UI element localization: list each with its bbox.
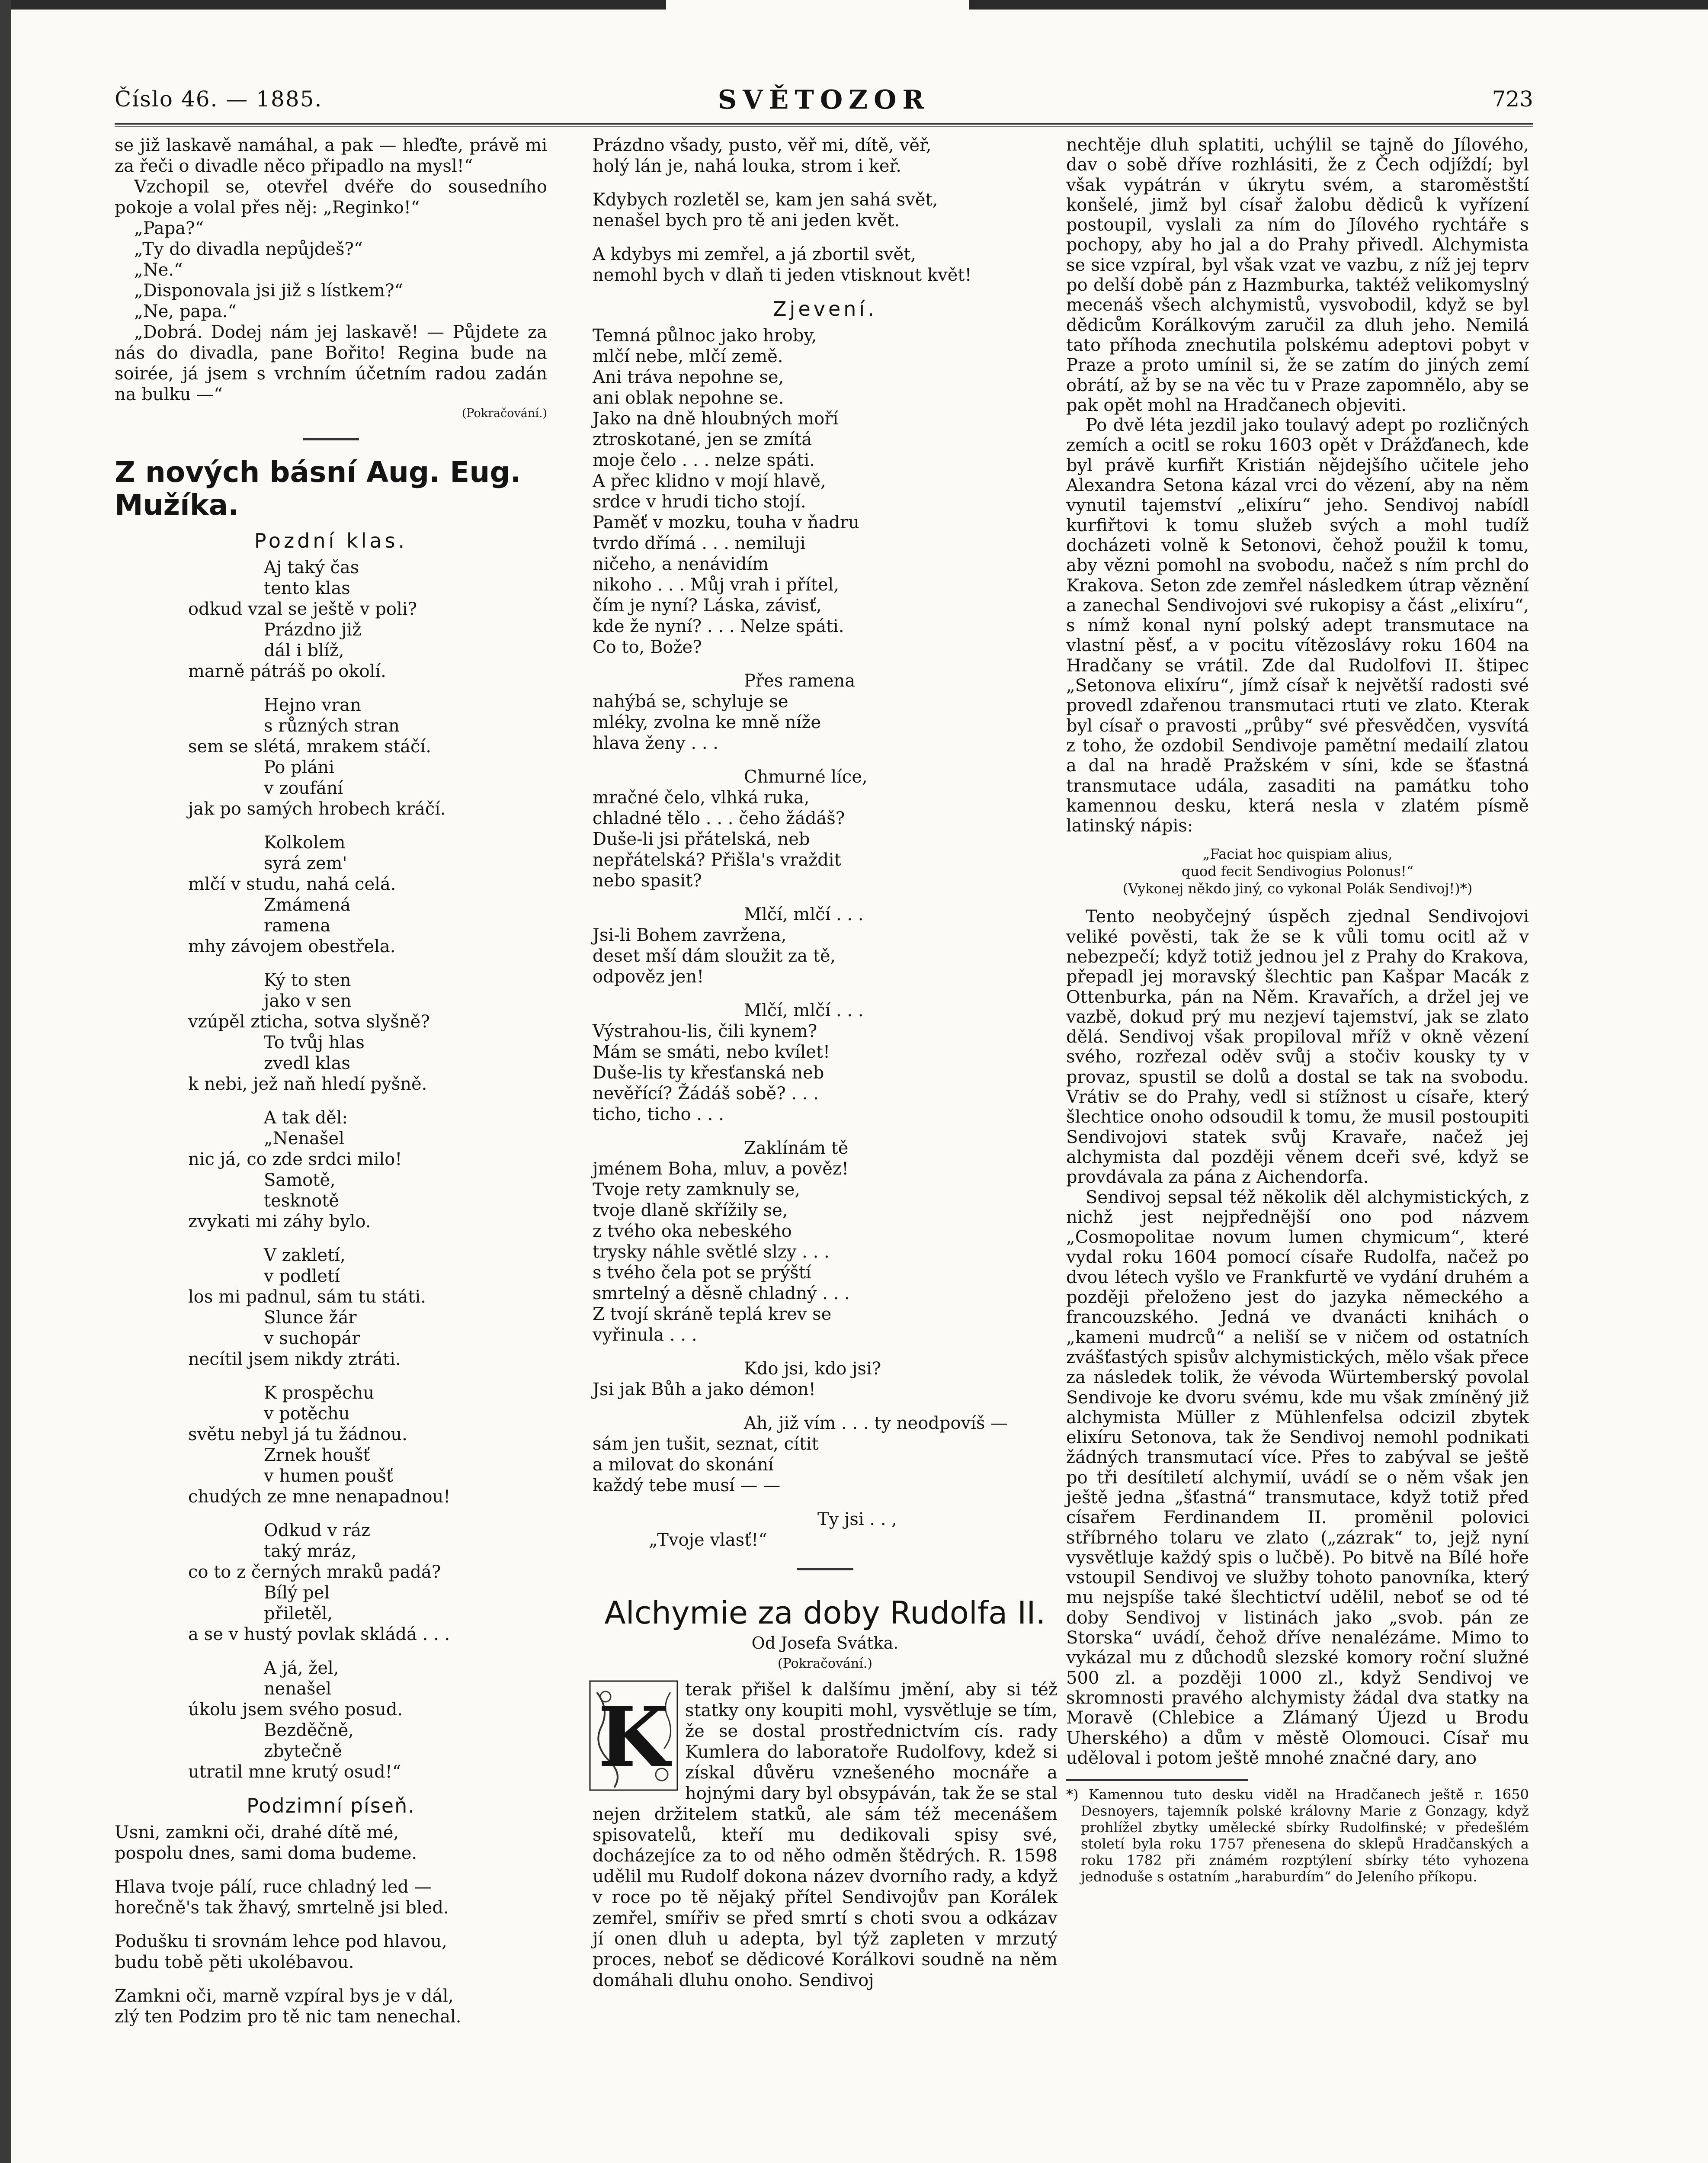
verse-line: Ah, již vím . . . ty neodpovíš —: [744, 1413, 1008, 1433]
verse-line: nenašel bych pro tě ani jeden květ.: [593, 211, 900, 231]
stanza: [115, 695, 547, 819]
story-line: „Ne, papa.“: [134, 302, 237, 321]
verse-line: Zamkni oči, marně vzpíral bys je v dál,: [115, 1986, 454, 2006]
scan-left-edge: [0, 0, 11, 2163]
verse-line: Tvoje rety zamknuly se,: [593, 1180, 800, 1200]
stanza: [593, 1413, 1057, 1496]
verse-line: Co to, Bože?: [593, 637, 702, 657]
stanza: [115, 1107, 547, 1232]
verse-line: Zaklínám tě: [744, 1138, 849, 1158]
verse-line: horečně's tak žhavý, smrtelně jsi bled.: [115, 1898, 449, 1918]
verse-line: Mlčí, mlčí . . .: [744, 905, 864, 924]
verse-line: zbytečně: [264, 1741, 342, 1761]
verse-line: sem se slétá, mrakem stáčí.: [188, 737, 431, 757]
verse-line: A tak děl:: [264, 1108, 348, 1128]
stanza: [593, 767, 1057, 891]
verse-line: necítil jsem nikdy ztráti.: [188, 1349, 401, 1369]
verse-line: odkud vzal se ještě v poli?: [188, 599, 417, 619]
verse-line: V zakletí,: [264, 1245, 346, 1265]
story-line: „Ty do divadla nepůjdeš?“: [134, 239, 363, 259]
verse-line: Kolkolem: [264, 833, 346, 853]
verse-line: Paměť v mozku, touha v ňadru: [593, 513, 859, 533]
verse-line: Ty jsi . . ,: [817, 1509, 897, 1529]
verse-line: zlý ten Podzim pro tě nic tam nenechal.: [115, 2007, 461, 2027]
verse-line: Přes ramena: [744, 671, 856, 691]
stanza: [115, 1931, 547, 1973]
verse-line: jak po samých hrobech kráčí.: [188, 799, 446, 819]
section-title: Z nových básní Aug. Eug. Mužíka.: [115, 456, 521, 522]
verse-line: Ký to sten: [264, 970, 351, 990]
verse-line: Prázdno všady, pusto, věř mi, dítě, věř,: [593, 135, 932, 155]
verse-line: Temná půlnoc jako hroby,: [593, 326, 817, 346]
verse-line: nahýbá se, schyluje se: [593, 692, 788, 712]
verse-line: mlčí nebe, mlčí země.: [593, 347, 783, 366]
verse-line: moje čelo . . . nelze spáti.: [593, 450, 815, 470]
verse-line: utratil mne krutý osud!“: [188, 1762, 401, 1782]
verse-line: s různých stran: [264, 716, 400, 736]
verse-line: dál i blíž,: [264, 641, 344, 661]
verse-line: trysky náhle světlé slzy . . .: [593, 1242, 830, 1262]
stanza: [115, 1822, 547, 1864]
verse-line: To tvůj hlas: [264, 1033, 365, 1053]
inscription-line: quod fecit Sendivogius Polonus!“: [1181, 863, 1414, 880]
verse-line: tvrdo dřímá . . . nemiluji: [593, 533, 806, 553]
stanza: [115, 1245, 547, 1370]
verse-line: a milovat do skonání: [593, 1455, 774, 1475]
verse-line: z tvého oka nebeského: [593, 1221, 792, 1241]
verse-line: ticho, ticho . . .: [593, 1104, 724, 1124]
stanza: [593, 1358, 1057, 1400]
poem-title: Pozdní klas.: [254, 529, 408, 552]
header-rule-thin: [115, 126, 1533, 127]
verse-line: Zrnek houšť: [264, 1445, 370, 1465]
verse-line: Hlava tvoje pálí, ruce chladný led —: [115, 1877, 432, 1897]
verse-line: mléky, zvolna ke mně níže: [593, 712, 821, 732]
stanza: [115, 1986, 547, 2027]
verse-line: a se v hustý povlak skládá . . .: [188, 1624, 450, 1644]
verse-line: v suchopár: [264, 1329, 360, 1348]
verse-line: tento klas: [264, 578, 350, 598]
verse-line: chudých ze mne nenapadnou!: [188, 1487, 451, 1507]
verse-line: los mi padnul, sám tu státi.: [188, 1287, 426, 1307]
story-line: „Disponovala jsi již s lístkem?“: [134, 281, 404, 301]
poem-podzimni-pisen: [115, 1822, 547, 2027]
latin-inscription: [1066, 845, 1529, 897]
verse-line: „Nenašel: [264, 1129, 344, 1149]
story-line: Vzchopil se, otevřel dvéře do sousedního pokoje a volal přes něj: „Reginko!“: [115, 177, 547, 218]
verse-line: ničeho, a nenávidím: [593, 554, 769, 574]
section-divider: [303, 438, 359, 440]
article-text: terak přišel k dalšímu jmění, aby si též statky ony koupiti mohl, vysvětluje se tím, že se dostal prostřednictvím cís. rady Kumlera do laboratoře Rudolfovy, kdež si získal důvěru vznešeného mocnáře a hojnými dary byl obsypáván, tak že se stal nejen držitelem statků, ale sám též mecenášem spisovatelů, kteří mu dedikovali spisy své, docházejíce za to od něho odměn štědrých. R. 1598 udělil mu Rudolf dokona název dvorního rady, a když v roce po tě nějaký přítel Sendivojův pan Korálek zemřel, smířiv se před smrtí s choti svou a odkázav jí onen dluh u adepta, byl týž zapleten v mrzutý proces, neboť se dědicové Korálkovi soudně na něm domáhali dluhu onoho. Sendivoj: [593, 1680, 1057, 1990]
story-line: „Ne.“: [134, 260, 183, 280]
verse-line: holý lán je, nahá louka, strom i keř.: [593, 156, 901, 176]
verse-line: Duše-lis ty křesťanská neb: [593, 1063, 824, 1083]
continued-note: (Pokračování.): [778, 1656, 872, 1671]
stanza: [115, 832, 547, 957]
verse-line: kde že nyní? . . . Nelze spáti.: [593, 616, 844, 636]
verse-line: Mám se smáti, nebo kvílet!: [593, 1042, 830, 1062]
verse-line: Jako na dně hloubných moří: [593, 409, 839, 429]
article-byline: Od Josefa Svátka.: [751, 1633, 899, 1653]
verse-line: ztroskotané, jen se zmítá: [593, 430, 812, 449]
verse-line: k nebi, jež naň hledí pyšně.: [188, 1074, 427, 1094]
article-paragraph: nechtěje dluh splatiti, uchýlil se tajně do Jílového, dav o sobě dříve rozhlásiti, že z Čech odjíždí; byl však vypátrán v úkrytu svém, a staroměstští konšelé, jimž byl císař žalobu dědiců k vyřízení postoupil, vyslali za ním do Jílového rychtáře s pochopy, aby ho jal a do Prahy přivedl. Alchymista se sice vzpíral, byl však vzat ve vazbu, z níž jej teprv po delší době pán z Hazmburka, taktéž velikomyslný mecenáš všech alchymistů, vysvobodil, když se byl dědicům Korálkovým zaručil za dluh jeho. Nemilá tato příhoda znechutila polskému adeptovi pobyt v Praze a proto umínil si, že se zatím do jiných zemí obrátí, až by se na věc tu v Praze zapomnělo, aby se pak opět mohl na Hradčanech objeviti.: [1066, 135, 1529, 415]
header-rule: [115, 123, 1533, 125]
stanza: [593, 244, 1057, 286]
stanza: [593, 189, 1057, 231]
verse-line: v zoufání: [264, 778, 343, 798]
verse-line: Po pláni: [264, 757, 334, 777]
verse-line: budu tobě pěti ukolébavou.: [115, 1952, 354, 1972]
verse-line: vyřinula . . .: [593, 1325, 697, 1345]
footnote-rule: [1066, 1779, 1248, 1781]
page-number: 723: [1492, 87, 1533, 112]
verse-line: čím je nyní? Láska, závisť,: [593, 596, 822, 616]
verse-line: Chmurné líce,: [744, 767, 868, 787]
verse-line: odpověz jen!: [593, 967, 704, 987]
verse-line: úkolu jsem svého posud.: [188, 1700, 403, 1720]
verse-line: Výstrahou-lis, čili kynem?: [593, 1021, 817, 1041]
continued-note: (Pokračování.): [461, 407, 547, 420]
poem-title: Zjevení.: [773, 297, 877, 321]
article-opening: [593, 1679, 1057, 1991]
drop-cap-k-icon: [588, 1679, 679, 1792]
poem-zjeveni: [593, 325, 1057, 1550]
verse-line: Podušku ti srovnám lehce pod hlavou,: [115, 1932, 447, 1951]
stanza: [115, 1658, 547, 1782]
stanza: [115, 557, 547, 682]
footnote: *) Kamennou tuto desku viděl na Hradčanech ještě r. 1650 Desnoyers, tajemník polské královny Marie z Gonzagy, když prohlížel zbytky umělecké sbírky Rudolfinské; v předešlém století byla roku 1757 přenesena do sklepů Hradčanských a roku 1782 při známém rozptýlení sbírky této vyhozena jednoduše s ostatním „haraburdím“ do Jeleního příkopu.: [1066, 1786, 1529, 1885]
verse-line: nevěřící? Žádáš sobě? . . .: [593, 1084, 819, 1104]
verse-line: Samotě,: [264, 1170, 336, 1190]
stanza: [593, 135, 1057, 177]
verse-line: nenašel: [264, 1679, 332, 1699]
verse-line: Jsi jak Bůh a jako démon!: [593, 1380, 816, 1399]
stanza: [593, 325, 1057, 658]
verse-line: nic já, co zde srdci milo!: [188, 1149, 402, 1169]
verse-line: vzúpěl zticha, sotva slyšně?: [188, 1012, 430, 1032]
verse-line: Zmámená: [264, 895, 351, 915]
verse-line: Usni, zamkni oči, drahé dítě mé,: [115, 1823, 399, 1842]
section-divider: [797, 1568, 853, 1570]
stanza: [115, 1383, 547, 1507]
verse-line: Kdo jsi, kdo jsi?: [744, 1359, 881, 1379]
inscription-translation: (Vykonej někdo jiný, co vykonal Polák Sendivoj!)*): [1122, 880, 1473, 897]
verse-line: srdce v hrudi ticho stojí.: [593, 492, 806, 512]
verse-line: chladné tělo . . . čeho žádáš?: [593, 809, 845, 828]
verse-line: v humen poušť: [264, 1466, 393, 1486]
verse-line: Bezděčně,: [264, 1720, 354, 1740]
stanza: [593, 671, 1057, 754]
verse-line: tvoje dlaně skřížily se,: [593, 1200, 788, 1220]
verse-line: mhy závojem obestřela.: [188, 937, 396, 956]
verse-line: v podletí: [264, 1266, 340, 1286]
verse-line: nebo spasit?: [593, 871, 702, 891]
stanza: [593, 1509, 1057, 1550]
verse-line: ani oblak nepohne se.: [593, 388, 784, 408]
issue-number: Číslo 46. — 1885.: [115, 87, 323, 112]
verse-line: co to z černých mraků padá?: [188, 1562, 441, 1582]
verse-line: v potěchu: [264, 1404, 350, 1424]
verse-line: Jsi-li Bohem zavržena,: [593, 925, 787, 945]
verse-line: Kdybych rozletěl se, kam jen sahá svět,: [593, 190, 938, 210]
column-middle: [593, 135, 1057, 1991]
article-title: Alchymie za doby Rudolfa II.: [604, 1595, 1046, 1631]
verse-line: Ani tráva nepohne se,: [593, 367, 784, 387]
stanza: [593, 904, 1057, 987]
verse-line: A kdybys mi zemřel, a já zbortil svět,: [593, 244, 916, 264]
article-paragraph: Sendivoj sepsal též několik děl alchymistických, z nichž jest nejpřednější ono pod názvem „Cosmopolitae novum lumen chymicum“, které vydal roku 1604 pomocí císaře Rudolfa, načež po dvou létech vyšlo ve Frankfurtě ve vydání druhém a později přeloženo jest do jazyka německého a francouzského. Jedná ve dvanácti knihách o „kameni mudrců“ a neliší se v ničem od ostatních zvášťastých spisův alchymistických, mělo však přece za následek tolik, že vévoda Würtemberský povolal Sendivoje ke dvoru svému, kde mu však zmíněný již alchymista Müller z Mühlenfelsa odcizil zbytek elixíru Setonova, tak že Sendivoj nemohl podnikati žádných transmutací více. Přes to zabýval se ještě po tři desítiletí alchymií, uvádí se o něm však jen ještě jedna „šťastná“ transmutace, když totiž před císařem Ferdinandem II. proměnil polovici stříbrného tolaru ve zlato („zázrak“ to, jejž nyní vysvětluje každý spis o lučbě). Po bitvě na Bílé hoře vstoupil Sendivoj ve služby tohoto panovníka, který mu nejspíše také šlechtictví udělil, neboť se od té doby Sendivoj v listinách jako „svob. pán ze Storska“ uvádí, čehož dříve nenalézáme. Mimo to vykázal mu z důchodů slezské komory roční služné 500 zl. a později 1000 zl., když Sendivoj ve skromnosti pravého alchymisty žádal dva statky na Moravě (Chlebice a Zlámaný Újezd u Brodu Uherského) a dům v městě Olomouci. Císař mu uděloval i potom ještě mnohé značné dary, ano: [1066, 1187, 1529, 1768]
stanza: [593, 1138, 1057, 1345]
verse-line: taký mráz,: [264, 1541, 357, 1561]
verse-line: K prospěchu: [264, 1383, 375, 1403]
verse-line: nemohl bych v dlaň ti jeden vtisknout květ!: [593, 265, 972, 285]
verse-line: světu nebyl já tu žádnou.: [188, 1425, 407, 1444]
verse-line: nepřátelská? Přišla's vraždit: [593, 850, 841, 870]
inscription-line: „Faciat hoc quispiam alius,: [1202, 846, 1393, 863]
stanza: [593, 1000, 1057, 1125]
svg-text:K: K: [598, 1689, 670, 1785]
verse-line: jménem Boha, mluv, a pověz!: [593, 1159, 849, 1179]
verse-line: mračné čelo, vlhká ruka,: [593, 788, 810, 808]
verse-line: hlava ženy . . .: [593, 733, 718, 753]
verse-line: Z tvojí skráně teplá krev se: [593, 1304, 832, 1324]
verse-line: Prázdno již: [264, 620, 362, 640]
verse-line: Duše-li jsi přátelská, neb: [593, 829, 810, 849]
story-line: „Dobrá. Dodej nám jej laskavě! — Půjdete za nás do divadla, pane Bořito! Regina bude na soirée, já jsem s vrchním účetním radou zadán na bulku —“: [115, 322, 547, 404]
stanza: [115, 1520, 547, 1645]
column-right: [1066, 135, 1529, 1885]
poem-continuation: [593, 135, 1057, 286]
verse-line: Aj taký čas: [264, 558, 359, 578]
verse-line: smrtelný a děsně chladný . . .: [593, 1284, 850, 1303]
verse-line: přiletěl,: [264, 1604, 333, 1624]
story-line: se již laskavě namáhal, a pak — hleďte, právě mi za řeči o divadle něco připadlo na mysl!“: [115, 135, 547, 176]
verse-line: pospolu dnes, sami doma budeme.: [115, 1843, 417, 1863]
verse-line: syrá zem': [264, 854, 347, 873]
verse-line: Hejno vran: [264, 695, 361, 715]
poem-title: Podzimní píseň.: [247, 1794, 415, 1817]
verse-line: A přec klidno v mojí hlavě,: [593, 471, 826, 491]
verse-line: marně pátráš po okolí.: [188, 661, 386, 681]
verse-line: každý tebe musí — —: [593, 1476, 781, 1495]
verse-line: Odkud v ráz: [264, 1521, 371, 1540]
verse-line: tesknotě: [264, 1191, 340, 1211]
verse-line: deset mší dám sloužit za tě,: [593, 946, 836, 966]
verse-line: sám jen tušit, seznat, cítit: [593, 1434, 819, 1454]
column-left: [115, 135, 547, 2040]
story-line: „Papa?“: [134, 218, 204, 238]
poem-pozdni-klas: [115, 557, 547, 1782]
verse-line: mlčí v studu, nahá celá.: [188, 874, 396, 894]
verse-line: s tvého čela pot se prýští: [593, 1263, 811, 1283]
verse-line: zvykati mi záhy bylo.: [188, 1212, 371, 1232]
article-paragraph: Tento neobyčejný úspěch zjednal Sendivojovi veliké pověsti, tak že se k vůli tomu ocitl až v nebezpečí; když totiž jednou jel z Prahy do Krakova, přepadl jej moravský šlechtic pan Kašpar Macák z Ottenburka, pán na Něm. Kravařích, a držel jej ve vazbě, dokud prý mu nezjeví tajemství, jak se zlato dělá. Sendivoj však propiloval mříž v okně vězení svého, rozřezal oděv svůj a stočiv kousky ty v provaz, spustil se dolů a dostal se tak na svobodu. Vrátiv se do Prahy, vedl si stížnost u císaře, který šlechtice onoho odsoudil k tomu, že musil postoupiti Sendivojovi statek svůj Kravaře, načež jej alchymista dal později věnem dceři své, když se provdávala za pána z Aichendorfa.: [1066, 907, 1529, 1187]
stanza: [115, 970, 547, 1094]
verse-line: zvedl klas: [264, 1053, 350, 1073]
verse-line: Mlčí, mlčí . . .: [744, 1001, 864, 1021]
verse-line: jako v sen: [264, 991, 352, 1011]
verse-line: nikoho . . . Můj vrah i přítel,: [593, 575, 839, 595]
masthead-title: SVĚTOZOR: [718, 85, 930, 115]
verse-line: „Tvoje vlasť!“: [649, 1530, 767, 1550]
verse-line: ramena: [264, 916, 331, 936]
verse-line: Slunce žár: [264, 1308, 357, 1328]
verse-line: A já, žel,: [264, 1658, 339, 1678]
page-header: [115, 87, 1533, 121]
verse-line: Bílý pel: [264, 1583, 330, 1603]
stanza: [115, 1877, 547, 1918]
scan-top-gap: [666, 0, 969, 10]
article-paragraph: Po dvě léta jezdil jako toulavý adept po rozličných zemích a ocitl se roku 1603 opět v Drážďanech, kde byl právě kurfiřt Kristián nějdejšího učitele jeho Alexandra Setona kázal vrci do vězení, aby na něm vynutil tajemství „elixíru“ jeho. Sendivoj nabídl kurfiřtovi k tomu služeb svých a mohl tudíž docházeti volně k Setonovi, čehož použil k tomu, aby vězni pomohl na svobodu, načež s ním prchl do Krakova. Seton zde zemřel následkem útrap věznění a zanechal Sendivojovi své rukopisy a část „elixíru“, s nímž konal nyní polský adept transmutace na vlastní pěsť, a v pocitu vítězoslávy roku 1604 na Hradčany se vrátil. Zde dal Rudolfovi II. štipec „Setonova elixíru“, jímž císař k největší radosti své provedl zdařenou transmutaci rtuti ve zlato. Kterak byl císař o pravosti „průby“ své přesvědčen, vysvítá z toho, že ozdobil Sendivoje pamětní medailí zlatou a dal na hradě Pražském v síni, kde se šťastná transmutace udála, zasaditi na památku toho kamennou desku, která nesla v zlatém písmě latinský nápis:: [1066, 415, 1529, 836]
